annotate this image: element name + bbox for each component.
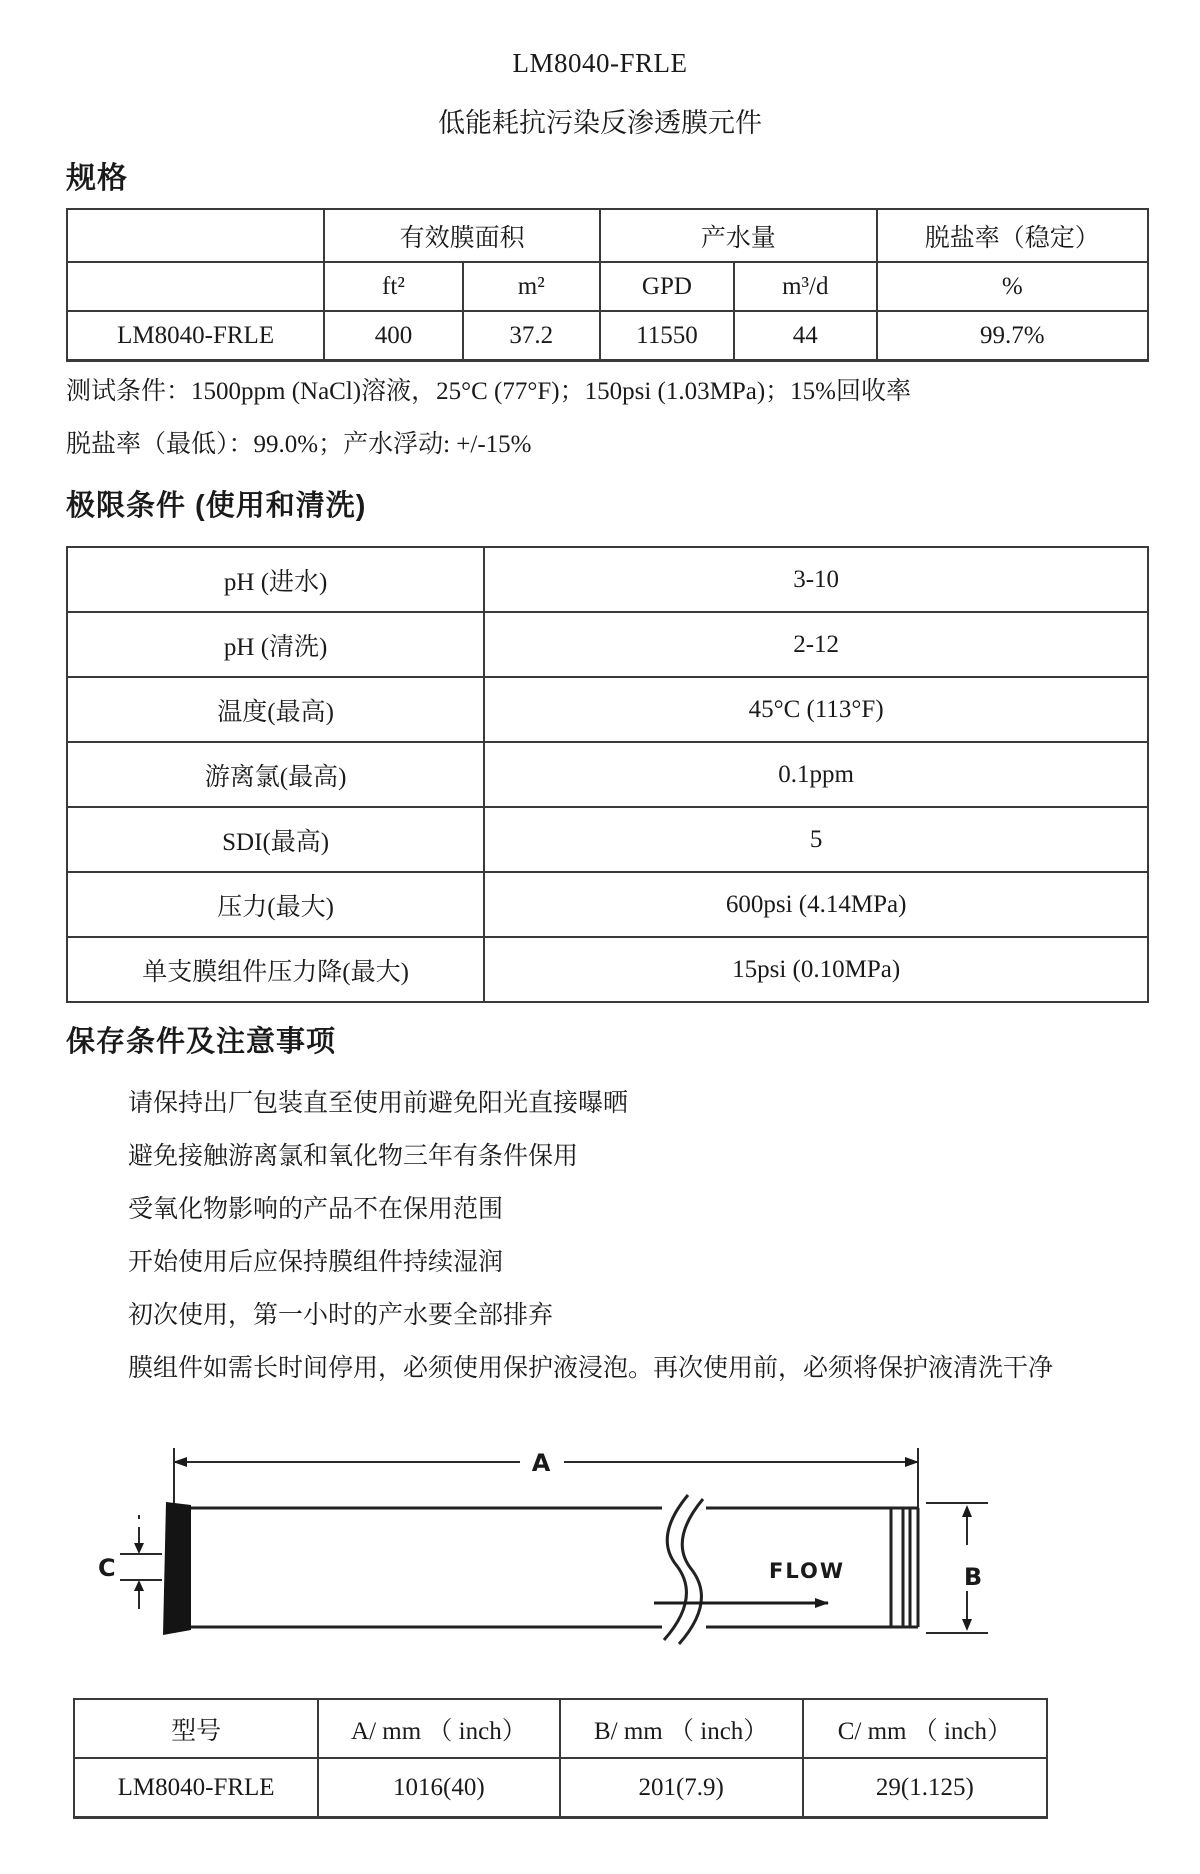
spec-unit-m2: m² — [463, 262, 600, 311]
limit-label: 压力(最大) — [67, 872, 484, 937]
dims-value-c: 29(1.125) — [803, 1758, 1047, 1818]
dims-header-a: A/ mm （ inch） — [318, 1699, 559, 1758]
section-heading-storage: 保存条件及注意事项 — [66, 1026, 337, 1058]
limit-value: 45°C (113°F) — [484, 677, 1148, 742]
storage-note: 开始使用后应保持膜组件持续湿润 — [128, 1249, 504, 1276]
limit-label: SDI(最高) — [67, 807, 484, 872]
spec-group-header-membrane-area: 有效膜面积 — [324, 209, 600, 262]
limit-value: 2-12 — [484, 612, 1148, 677]
spec-group-header-permeate-flow: 产水量 — [600, 209, 877, 262]
storage-note: 膜组件如需长时间停用，必须使用保护液浸泡。再次使用前，必须将保护液清洗干净 — [128, 1355, 1054, 1382]
dimension-b-arrow-down — [962, 1619, 972, 1631]
limit-value: 5 — [484, 807, 1148, 872]
dims-value-a: 1016(40) — [318, 1758, 559, 1818]
spec-table-data-row — [67, 311, 1148, 361]
limit-value: 3-10 — [484, 547, 1148, 612]
dimensions-header-row — [74, 1699, 1047, 1758]
spec-model-cell: LM8040-FRLE — [67, 311, 324, 361]
element-right-end-cap — [891, 1508, 910, 1627]
flow-label: FLOW — [769, 1559, 845, 1583]
storage-notes-list — [128, 1077, 1148, 1395]
page-subtitle: 低能耗抗污染反渗透膜元件 — [438, 108, 762, 138]
spec-value-m2: 37.2 — [463, 311, 600, 361]
spec-table-group-header-row — [67, 209, 1148, 262]
dimension-c-arrow-up — [134, 1580, 144, 1591]
dims-model-cell: LM8040-FRLE — [74, 1758, 318, 1818]
dimension-b-label: B — [963, 1563, 983, 1591]
storage-note: 避免接触游离氯和氧化物三年有条件保用 — [128, 1143, 579, 1170]
limits-row-ph-feed — [67, 547, 1148, 612]
spec-group-header-salt-rejection: 脱盐率（稳定） — [877, 209, 1148, 262]
membrane-element-diagram — [70, 1435, 1000, 1685]
limits-row-temperature — [67, 677, 1148, 742]
spec-value-rejection: 99.7% — [877, 311, 1148, 361]
limits-row-sdi — [67, 807, 1148, 872]
limit-label: pH (清洗) — [67, 612, 484, 677]
dimension-c-arrow-down — [134, 1543, 144, 1554]
dims-header-c: C/ mm （ inch） — [803, 1699, 1047, 1758]
section-heading-specifications: 规格 — [66, 162, 128, 195]
spec-table — [66, 208, 1149, 362]
spec-empty-cell — [67, 262, 324, 311]
dimensions-table — [73, 1698, 1048, 1819]
limits-row-free-chlorine — [67, 742, 1148, 807]
limit-value: 0.1ppm — [484, 742, 1148, 807]
limit-label: 单支膜组件压力降(最大) — [67, 937, 484, 1002]
storage-note: 初次使用，第一小时的产水要全部排弃 — [128, 1302, 554, 1329]
dims-header-b: B/ mm （ inch） — [560, 1699, 803, 1758]
dimensions-data-row — [74, 1758, 1047, 1818]
dims-value-b: 201(7.9) — [560, 1758, 803, 1818]
element-break-lines — [664, 1495, 703, 1644]
spec-unit-m3d: m³/d — [734, 262, 877, 311]
limits-row-pressure — [67, 872, 1148, 937]
dimension-a-label: A — [531, 1449, 551, 1477]
dimension-c-label: C — [98, 1554, 116, 1582]
spec-unit-ft2: ft² — [324, 262, 462, 311]
spec-empty-cell — [67, 209, 324, 262]
section-heading-limits: 极限条件 (使用和清洗) — [66, 490, 367, 522]
test-conditions-text: 测试条件：1500ppm (NaCl)溶液，25°C (77°F)；150psi (1.03MPa)；15%回收率 — [66, 378, 911, 405]
spec-unit-percent: % — [877, 262, 1148, 311]
dims-header-model: 型号 — [74, 1699, 318, 1758]
spec-value-gpd: 11550 — [600, 311, 734, 361]
limits-row-ph-cleaning — [67, 612, 1148, 677]
storage-note: 受氧化物影响的产品不在保用范围 — [128, 1196, 504, 1223]
page-title: LM8040-FRLE — [512, 48, 688, 78]
spec-value-m3d: 44 — [734, 311, 877, 361]
dimension-c-lines — [120, 1515, 162, 1609]
spec-value-ft2: 400 — [324, 311, 462, 361]
dimension-b-arrow-up — [962, 1505, 972, 1517]
limit-label: 温度(最高) — [67, 677, 484, 742]
spec-table-unit-header-row — [67, 262, 1148, 311]
limit-value: 15psi (0.10MPa) — [484, 937, 1148, 1002]
limit-label: pH (进水) — [67, 547, 484, 612]
salt-rejection-note-text: 脱盐率（最低）：99.0%；产水浮动: +/-15% — [66, 431, 532, 458]
storage-note: 请保持出厂包装直至使用前避免阳光直接曝晒 — [128, 1090, 629, 1117]
limits-table — [66, 546, 1149, 1003]
spec-unit-gpd: GPD — [600, 262, 734, 311]
limits-row-pressure-drop — [67, 937, 1148, 1002]
limit-value: 600psi (4.14MPa) — [484, 872, 1148, 937]
element-left-end-cap — [163, 1502, 191, 1635]
limit-label: 游离氯(最高) — [67, 742, 484, 807]
